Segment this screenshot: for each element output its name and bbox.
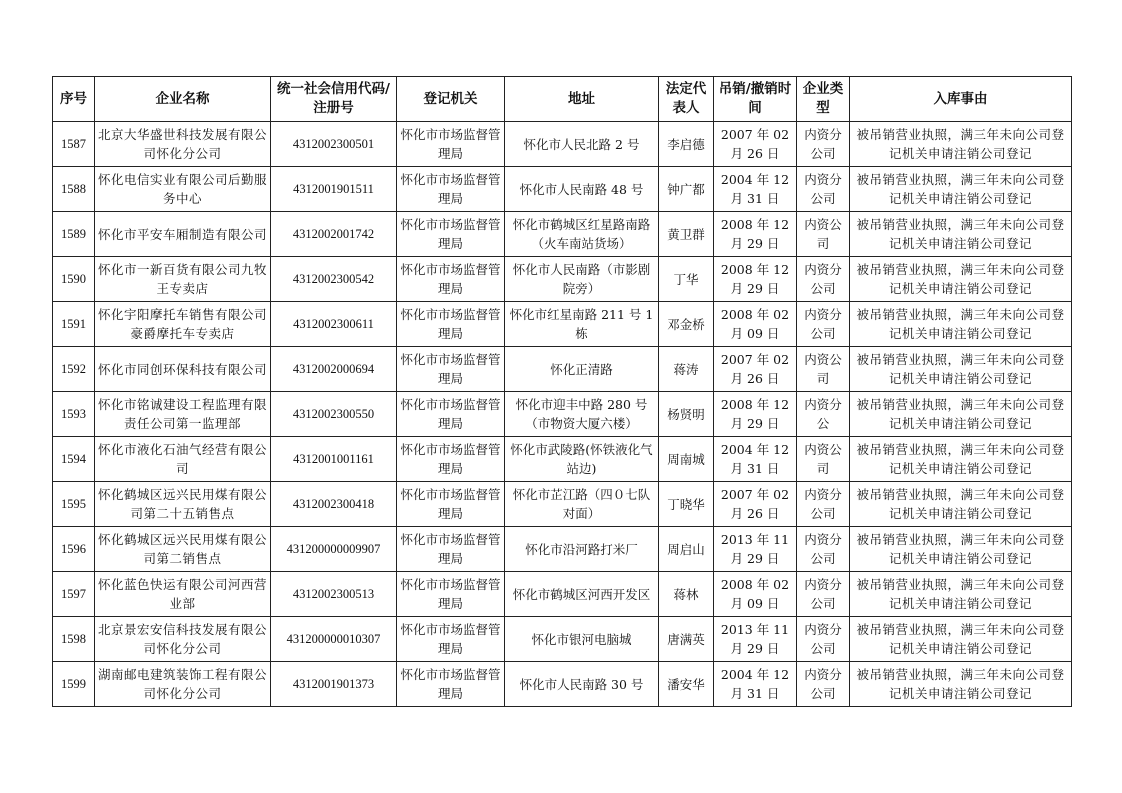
cell-registration-authority: 怀化市市场监督管理局 (397, 122, 505, 167)
cell-enterprise-type: 内资分公司 (797, 617, 850, 662)
cell-legal-representative: 邓金桥 (659, 302, 714, 347)
cell-inclusion-reason: 被吊销营业执照，满三年未向公司登记机关申请注销公司登记 (850, 392, 1072, 437)
cell-legal-representative: 周南城 (659, 437, 714, 482)
cell-inclusion-reason: 被吊销营业执照，满三年未向公司登记机关申请注销公司登记 (850, 527, 1072, 572)
cell-address: 怀化市人民南路 48 号 (505, 167, 659, 212)
cell-legal-representative: 钟广都 (659, 167, 714, 212)
cell-enterprise-type: 内资公司 (797, 347, 850, 392)
cell-credit-code: 4312002300611 (271, 302, 397, 347)
cell-seq-number: 1592 (53, 347, 95, 392)
cell-enterprise-name: 怀化鹤城区远兴民用煤有限公司第二销售点 (95, 527, 271, 572)
cell-registration-authority: 怀化市市场监督管理局 (397, 347, 505, 392)
revoked-enterprise-table (52, 76, 1072, 707)
cell-registration-authority: 怀化市市场监督管理局 (397, 662, 505, 707)
cell-inclusion-reason: 被吊销营业执照，满三年未向公司登记机关申请注销公司登记 (850, 302, 1072, 347)
cell-credit-code: 431200000009907 (271, 527, 397, 572)
table-row (53, 482, 1072, 527)
registry-sheet (52, 76, 1071, 707)
table-row (53, 122, 1072, 167)
cell-enterprise-type: 内资分公司 (797, 302, 850, 347)
cell-legal-representative: 蒋林 (659, 572, 714, 617)
cell-revocation-date: 2007 年 02 月 26 日 (714, 482, 797, 527)
cell-address: 怀化市人民北路 2 号 (505, 122, 659, 167)
cell-seq-number: 1593 (53, 392, 95, 437)
cell-enterprise-type: 内资分公司 (797, 662, 850, 707)
cell-inclusion-reason: 被吊销营业执照，满三年未向公司登记机关申请注销公司登记 (850, 122, 1072, 167)
cell-enterprise-type: 内资分公司 (797, 167, 850, 212)
cell-inclusion-reason: 被吊销营业执照，满三年未向公司登记机关申请注销公司登记 (850, 257, 1072, 302)
cell-registration-authority: 怀化市市场监督管理局 (397, 302, 505, 347)
table-body (53, 122, 1072, 707)
cell-revocation-date: 2008 年 12 月 29 日 (714, 212, 797, 257)
cell-legal-representative: 丁华 (659, 257, 714, 302)
column-header-address: 地址 (505, 77, 659, 122)
cell-inclusion-reason: 被吊销营业执照，满三年未向公司登记机关申请注销公司登记 (850, 617, 1072, 662)
cell-seq-number: 1587 (53, 122, 95, 167)
table-row (53, 257, 1072, 302)
cell-credit-code: 4312001001161 (271, 437, 397, 482)
cell-seq-number: 1599 (53, 662, 95, 707)
cell-legal-representative: 潘安华 (659, 662, 714, 707)
cell-legal-representative: 唐满英 (659, 617, 714, 662)
column-header-enterprise-type: 企业类型 (797, 77, 850, 122)
cell-revocation-date: 2008 年 12 月 29 日 (714, 392, 797, 437)
cell-enterprise-type: 内资公司 (797, 212, 850, 257)
cell-revocation-date: 2004 年 12 月 31 日 (714, 167, 797, 212)
cell-credit-code: 4312002001742 (271, 212, 397, 257)
cell-enterprise-type: 内资分公司 (797, 122, 850, 167)
cell-legal-representative: 丁晓华 (659, 482, 714, 527)
cell-enterprise-name: 怀化市一新百货有限公司九牧王专卖店 (95, 257, 271, 302)
table-row (53, 437, 1072, 482)
cell-inclusion-reason: 被吊销营业执照，满三年未向公司登记机关申请注销公司登记 (850, 662, 1072, 707)
cell-revocation-date: 2008 年 12 月 29 日 (714, 257, 797, 302)
cell-credit-code: 4312001901373 (271, 662, 397, 707)
cell-registration-authority: 怀化市市场监督管理局 (397, 257, 505, 302)
cell-seq-number: 1597 (53, 572, 95, 617)
header-row (53, 77, 1072, 122)
cell-registration-authority: 怀化市市场监督管理局 (397, 212, 505, 257)
cell-address: 怀化市红星南路 211 号 1 栋 (505, 302, 659, 347)
cell-enterprise-name: 怀化市铭诚建设工程监理有限责任公司第一监理部 (95, 392, 271, 437)
cell-seq-number: 1596 (53, 527, 95, 572)
cell-enterprise-name: 北京大华盛世科技发展有限公司怀化分公司 (95, 122, 271, 167)
cell-address: 怀化市武陵路(怀铁液化气站边) (505, 437, 659, 482)
cell-enterprise-type: 内资分公司 (797, 482, 850, 527)
cell-legal-representative: 杨贤明 (659, 392, 714, 437)
table-row (53, 662, 1072, 707)
cell-address: 怀化市迎丰中路 280 号（市物资大厦六楼） (505, 392, 659, 437)
cell-enterprise-name: 北京景宏安信科技发展有限公司怀化分公司 (95, 617, 271, 662)
cell-revocation-date: 2013 年 11 月 29 日 (714, 527, 797, 572)
cell-credit-code: 4312002300550 (271, 392, 397, 437)
cell-address: 怀化市沿河路打米厂 (505, 527, 659, 572)
cell-enterprise-name: 怀化市液化石油气经营有限公司 (95, 437, 271, 482)
table-row (53, 302, 1072, 347)
cell-enterprise-type: 内资分公 (797, 392, 850, 437)
table-row (53, 392, 1072, 437)
cell-registration-authority: 怀化市市场监督管理局 (397, 617, 505, 662)
column-header-revocation-date: 吊销/撤销时间 (714, 77, 797, 122)
cell-enterprise-type: 内资分公司 (797, 257, 850, 302)
cell-seq-number: 1598 (53, 617, 95, 662)
cell-enterprise-name: 怀化市同创环保科技有限公司 (95, 347, 271, 392)
cell-address: 怀化市人民南路（市影剧院旁） (505, 257, 659, 302)
cell-revocation-date: 2013 年 11 月 29 日 (714, 617, 797, 662)
cell-revocation-date: 2004 年 12 月 31 日 (714, 437, 797, 482)
cell-address: 怀化市人民南路 30 号 (505, 662, 659, 707)
column-header-enterprise-name: 企业名称 (95, 77, 271, 122)
cell-inclusion-reason: 被吊销营业执照，满三年未向公司登记机关申请注销公司登记 (850, 347, 1072, 392)
cell-legal-representative: 蒋涛 (659, 347, 714, 392)
cell-registration-authority: 怀化市市场监督管理局 (397, 392, 505, 437)
cell-enterprise-type: 内资分公司 (797, 572, 850, 617)
cell-address: 怀化市鹤城区红星路南路（火车南站货场） (505, 212, 659, 257)
cell-legal-representative: 黄卫群 (659, 212, 714, 257)
cell-enterprise-name: 怀化鹤城区远兴民用煤有限公司第二十五销售点 (95, 482, 271, 527)
column-header-legal-representative: 法定代表人 (659, 77, 714, 122)
column-header-seq-number: 序号 (53, 77, 95, 122)
cell-registration-authority: 怀化市市场监督管理局 (397, 482, 505, 527)
column-header-credit-code: 统一社会信用代码/注册号 (271, 77, 397, 122)
cell-revocation-date: 2007 年 02 月 26 日 (714, 122, 797, 167)
cell-revocation-date: 2007 年 02 月 26 日 (714, 347, 797, 392)
cell-enterprise-name: 怀化电信实业有限公司后勤服务中心 (95, 167, 271, 212)
cell-inclusion-reason: 被吊销营业执照，满三年未向公司登记机关申请注销公司登记 (850, 572, 1072, 617)
cell-credit-code: 4312002300513 (271, 572, 397, 617)
cell-credit-code: 4312002300542 (271, 257, 397, 302)
table-row (53, 167, 1072, 212)
cell-enterprise-name: 怀化市平安车厢制造有限公司 (95, 212, 271, 257)
cell-revocation-date: 2008 年 02 月 09 日 (714, 572, 797, 617)
cell-registration-authority: 怀化市市场监督管理局 (397, 437, 505, 482)
cell-seq-number: 1588 (53, 167, 95, 212)
table-row (53, 617, 1072, 662)
cell-enterprise-type: 内资公司 (797, 437, 850, 482)
cell-registration-authority: 怀化市市场监督管理局 (397, 527, 505, 572)
cell-enterprise-name: 湖南邮电建筑装饰工程有限公司怀化分公司 (95, 662, 271, 707)
table-row (53, 347, 1072, 392)
column-header-inclusion-reason: 入库事由 (850, 77, 1072, 122)
table-row (53, 212, 1072, 257)
cell-address: 怀化正清路 (505, 347, 659, 392)
cell-credit-code: 4312002300418 (271, 482, 397, 527)
cell-seq-number: 1594 (53, 437, 95, 482)
cell-inclusion-reason: 被吊销营业执照，满三年未向公司登记机关申请注销公司登记 (850, 482, 1072, 527)
table-header (53, 77, 1072, 122)
cell-inclusion-reason: 被吊销营业执照，满三年未向公司登记机关申请注销公司登记 (850, 167, 1072, 212)
cell-seq-number: 1591 (53, 302, 95, 347)
table-row (53, 527, 1072, 572)
table-row (53, 572, 1072, 617)
cell-enterprise-type: 内资分公司 (797, 527, 850, 572)
column-header-registration-authority: 登记机关 (397, 77, 505, 122)
cell-legal-representative: 李启德 (659, 122, 714, 167)
cell-seq-number: 1589 (53, 212, 95, 257)
cell-address: 怀化市芷江路（四０七队对面） (505, 482, 659, 527)
cell-seq-number: 1590 (53, 257, 95, 302)
cell-enterprise-name: 怀化蓝色快运有限公司河西营业部 (95, 572, 271, 617)
cell-credit-code: 4312001901511 (271, 167, 397, 212)
cell-address: 怀化市鹤城区河西开发区 (505, 572, 659, 617)
cell-credit-code: 4312002000694 (271, 347, 397, 392)
cell-registration-authority: 怀化市市场监督管理局 (397, 167, 505, 212)
cell-registration-authority: 怀化市市场监督管理局 (397, 572, 505, 617)
cell-inclusion-reason: 被吊销营业执照，满三年未向公司登记机关申请注销公司登记 (850, 437, 1072, 482)
cell-legal-representative: 周启山 (659, 527, 714, 572)
cell-inclusion-reason: 被吊销营业执照，满三年未向公司登记机关申请注销公司登记 (850, 212, 1072, 257)
cell-credit-code: 431200000010307 (271, 617, 397, 662)
cell-revocation-date: 2004 年 12 月 31 日 (714, 662, 797, 707)
cell-enterprise-name: 怀化宇阳摩托车销售有限公司豪爵摩托车专卖店 (95, 302, 271, 347)
cell-revocation-date: 2008 年 02 月 09 日 (714, 302, 797, 347)
cell-credit-code: 4312002300501 (271, 122, 397, 167)
cell-address: 怀化市银河电脑城 (505, 617, 659, 662)
cell-seq-number: 1595 (53, 482, 95, 527)
